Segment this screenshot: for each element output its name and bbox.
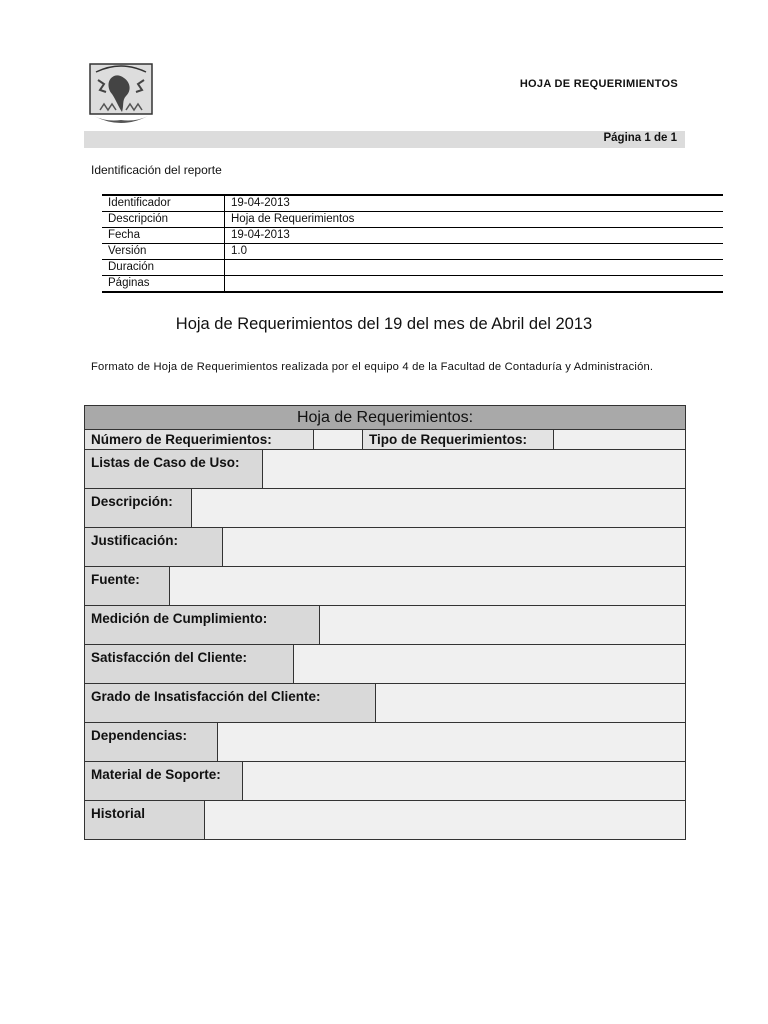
form-field[interactable] <box>170 567 685 605</box>
table-row <box>102 276 723 293</box>
tipo-field[interactable] <box>554 430 685 449</box>
form-row <box>85 684 685 723</box>
form-row <box>85 645 685 684</box>
page-bar <box>84 131 685 148</box>
form-label: Satisfacción del Cliente: <box>85 645 294 683</box>
form-label: Medición de Cumplimiento: <box>85 606 320 644</box>
form-row <box>85 489 685 528</box>
form-field[interactable] <box>243 762 685 800</box>
report-id-table <box>102 194 723 293</box>
table-value: 1.0 <box>225 244 724 260</box>
form-field[interactable] <box>320 606 685 644</box>
table-row <box>102 244 723 260</box>
form-field[interactable] <box>218 723 685 761</box>
form-row <box>85 801 685 840</box>
form-label: Descripción: <box>85 489 192 527</box>
form-row <box>85 762 685 801</box>
form-label: Fuente: <box>85 567 170 605</box>
numero-field[interactable] <box>314 430 363 449</box>
table-value <box>225 260 724 276</box>
form-label: Historial <box>85 801 205 839</box>
form-label: Listas de Caso de Uso: <box>85 450 263 488</box>
table-value: 19-04-2013 <box>225 228 724 244</box>
table-key: Fecha <box>102 228 225 244</box>
form-title: Hoja de Requerimientos: <box>85 406 685 430</box>
table-row <box>102 212 723 228</box>
document-title: HOJA DE REQUERIMIENTOS <box>519 78 678 90</box>
table-key: Descripción <box>102 212 225 228</box>
form-row <box>85 567 685 606</box>
table-key: Identificador <box>102 195 225 212</box>
form-label: Dependencias: <box>85 723 218 761</box>
form-field[interactable] <box>263 450 685 488</box>
form-field[interactable] <box>223 528 685 566</box>
table-row <box>102 195 723 212</box>
form-row <box>85 528 685 567</box>
form-field[interactable] <box>294 645 685 683</box>
table-key: Versión <box>102 244 225 260</box>
page-indicator: Página 1 de 1 <box>603 132 677 144</box>
section-label: Identificación del reporte <box>91 163 222 177</box>
form-row <box>85 450 685 489</box>
tipo-label: Tipo de Requerimientos: <box>363 430 554 449</box>
form-label: Justificación: <box>85 528 223 566</box>
form-row <box>85 606 685 645</box>
table-row <box>102 260 723 276</box>
table-value <box>225 276 724 293</box>
form-row <box>85 723 685 762</box>
university-seal-icon <box>88 60 154 130</box>
table-row <box>102 228 723 244</box>
intro-paragraph: Formato de Hoja de Requerimientos realizada por el equipo 4 de la Facultad de Contaduría y Administración. <box>91 361 654 373</box>
table-key: Duración <box>102 260 225 276</box>
form-field[interactable] <box>192 489 685 527</box>
form-label: Material de Soporte: <box>85 762 243 800</box>
form-row-numero-tipo <box>85 430 685 450</box>
form-field[interactable] <box>205 801 685 839</box>
table-key: Páginas <box>102 276 225 293</box>
main-heading: Hoja de Requerimientos del 19 del mes de Abril del 2013 <box>175 315 593 333</box>
table-value: 19-04-2013 <box>225 195 724 212</box>
numero-label: Número de Requerimientos: <box>85 430 314 449</box>
form-label: Grado de Insatisfacción del Cliente: <box>85 684 376 722</box>
table-value: Hoja de Requerimientos <box>225 212 724 228</box>
requirements-form <box>84 405 686 840</box>
form-field[interactable] <box>376 684 685 722</box>
